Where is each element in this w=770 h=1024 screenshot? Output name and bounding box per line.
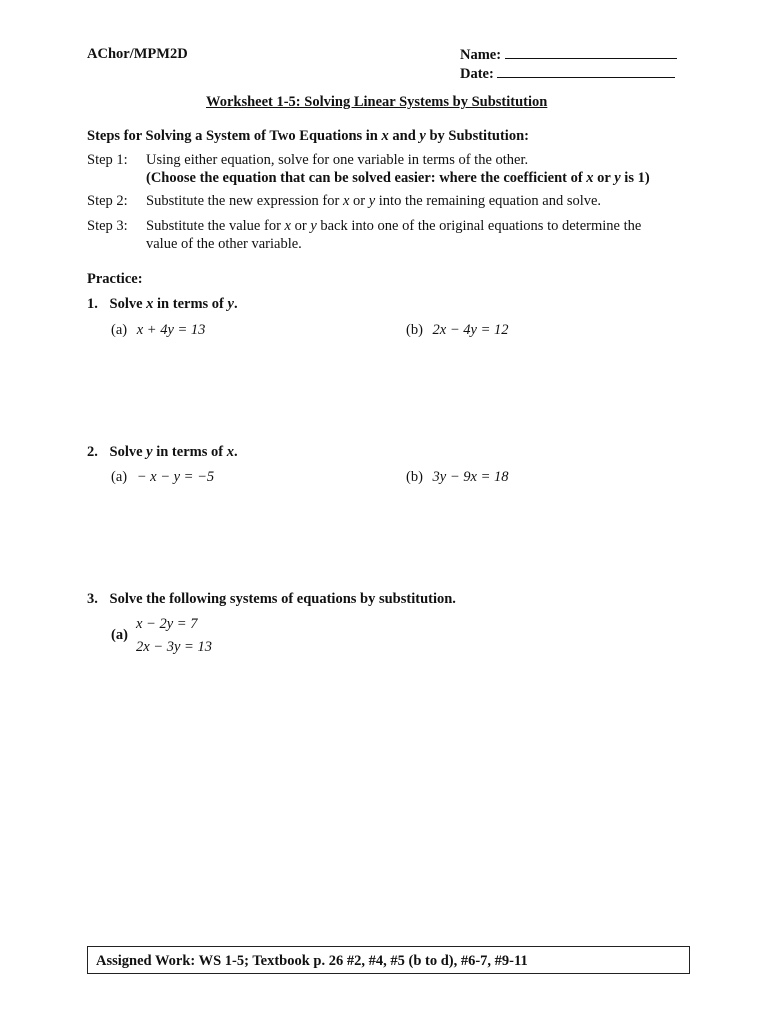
step2-text-pre: Substitute the new expression for <box>146 193 343 209</box>
part-label: (a) <box>111 322 128 338</box>
var-x: x <box>226 444 234 460</box>
question-number: 1. <box>87 296 98 312</box>
step1-note <box>146 170 650 187</box>
var-x: x <box>342 193 350 209</box>
step1-label: Step 1: <box>87 152 128 168</box>
assigned-work-box <box>87 946 690 974</box>
steps-heading-text: Steps for Solving a System of Two Equations in <box>87 128 382 144</box>
date-field[interactable] <box>460 65 675 83</box>
question-2 <box>87 444 238 461</box>
question-3a-label: (a) <box>111 627 128 643</box>
equation: x + 4y = 13 <box>136 322 206 338</box>
steps-heading <box>87 128 529 145</box>
name-field[interactable] <box>460 46 677 64</box>
step3-text-pre: Substitute the value for <box>146 218 285 234</box>
system-equation-1: x − 2y = 7 <box>136 616 198 632</box>
question-1b <box>406 322 509 339</box>
var-x: x <box>381 128 389 144</box>
step1-note-post: is 1) <box>620 170 650 186</box>
question-text: Solve the following systems of equations by substitution. <box>109 591 456 607</box>
step3-text-post: back into one of the original equations to determine the <box>316 218 642 234</box>
step1-text: Using either equation, solve for one variable in terms of the other. <box>146 152 529 168</box>
assigned-work-text: Assigned Work: WS 1-5; Textbook p. 26 #2, #4, #5 (b to d), #6-7, #9-11 <box>96 953 528 969</box>
step2-or: or <box>349 193 369 209</box>
var-y: y <box>614 170 621 186</box>
page-title: Worksheet 1-5: Solving Linear Systems by Substitution <box>206 94 548 110</box>
step1-note-text: (Choose the equation that can be solved easier: where the coefficient of <box>146 170 587 186</box>
step2-text <box>146 193 601 210</box>
question-text-mid: in terms of <box>152 444 227 460</box>
step3-label: Step 3: <box>87 218 128 234</box>
practice-heading: Practice: <box>87 271 143 287</box>
steps-heading-and: and <box>388 128 420 144</box>
question-text: Solve <box>109 296 147 312</box>
part-label: (b) <box>406 322 423 338</box>
question-text-post: . <box>233 296 238 312</box>
question-1 <box>87 296 238 313</box>
date-blank[interactable] <box>497 65 675 78</box>
date-label: Date: <box>460 66 494 82</box>
step1-note-or: or <box>593 170 615 186</box>
var-y: y <box>368 193 376 209</box>
var-x: x <box>586 170 594 186</box>
var-y: y <box>419 128 426 144</box>
name-blank[interactable] <box>505 46 677 59</box>
system-equation-2: 2x − 3y = 13 <box>136 639 212 655</box>
var-y: y <box>227 296 234 312</box>
steps-heading-post: by Substitution: <box>425 128 529 144</box>
step3-text-line2: value of the other variable. <box>146 236 302 252</box>
var-y: y <box>146 444 153 460</box>
question-1a <box>111 322 205 339</box>
step3-or: or <box>290 218 311 234</box>
question-number: 3. <box>87 591 98 607</box>
part-label: (b) <box>406 469 423 485</box>
var-y: y <box>310 218 317 234</box>
var-x: x <box>284 218 291 234</box>
question-2b <box>406 469 509 486</box>
var-x: x <box>146 296 154 312</box>
name-label: Name: <box>460 47 502 63</box>
equation: 3y − 9x = 18 <box>432 469 509 485</box>
step3-text <box>146 218 641 235</box>
course-code: AChor/MPM2D <box>87 46 188 62</box>
question-2a <box>111 469 214 486</box>
question-text-post: . <box>233 444 238 460</box>
step2-text-post: into the remaining equation and solve. <box>375 193 602 209</box>
equation: − x − y = −5 <box>136 469 215 485</box>
equation: 2x − 4y = 12 <box>432 322 509 338</box>
question-number: 2. <box>87 444 98 460</box>
part-label: (a) <box>111 469 128 485</box>
question-text: Solve <box>109 444 147 460</box>
question-3 <box>87 591 456 608</box>
step2-label: Step 2: <box>87 193 128 209</box>
question-text-mid: in terms of <box>153 296 228 312</box>
